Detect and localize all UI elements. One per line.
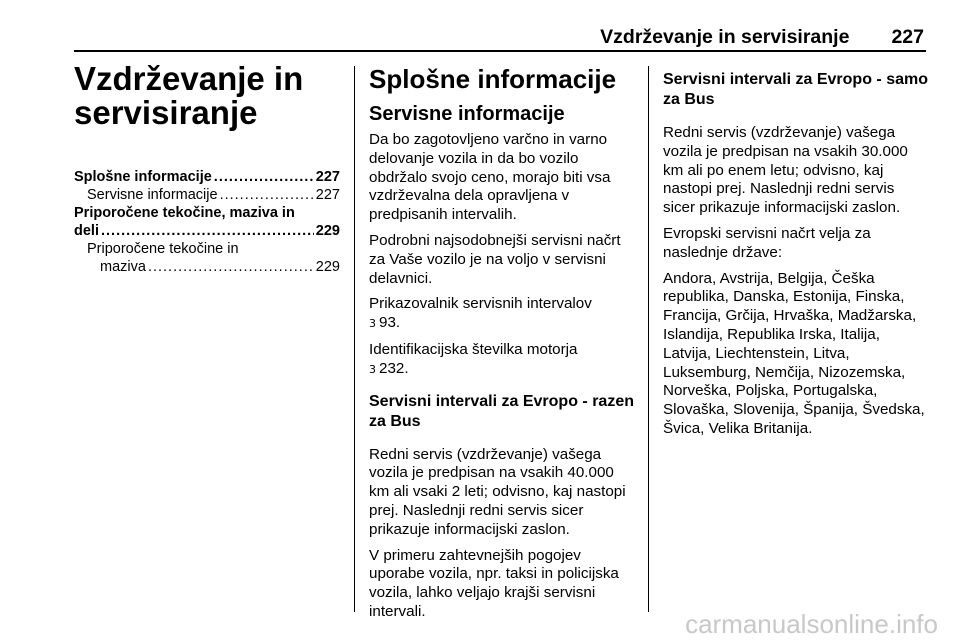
subsection-title: Servisne informacije [369,103,565,125]
subsection-title-europe-bus: Servisni intervali za Evropo - samo za Bus [663,71,928,108]
toc-label-line2: deli [74,223,99,239]
reference-text: Prikazovalnik servisnih intervalov [369,295,592,313]
running-header [600,26,924,49]
paragraph: V primeru zahtevnejših pogojev uporabe vozila, npr. taksi in policijska vozila, lahko veljajo krajši servisni intervali. [369,546,619,620]
column-1 [74,56,340,276]
toc-entry-fluids-lubricants[interactable] [74,240,340,276]
toc-label-line1: Priporočene tekočine in [87,241,239,257]
toc-entry-fluids-parts[interactable] [74,204,340,240]
paragraph: Evropski servisni načrt velja za naslednje države: [663,224,871,261]
chapter-title [74,62,340,130]
reference-text: Identifikacijska številka motorja [369,340,578,358]
reference-page: 232. [379,359,409,377]
toc-label: Splošne informacije [74,169,212,185]
section-title: Splošne informacije [369,64,617,94]
toc-page: 227 [315,169,340,185]
chapter-title-line1: Vzdrževanje in [74,60,304,97]
page-reference-icon: 3 [369,362,376,376]
toc-entry-service-info[interactable] [74,186,340,204]
paragraph: Redni servis (vzdrževanje) vašega vozila je predpisan na vsakih 40.000 km ali vsaki 2 leti; odvisno, kaj nastopi prej. Naslednji redni servis sicer prikazuje informacijski zaslon. [369,445,626,538]
toc-page: 229 [315,259,340,275]
table-of-contents [74,168,340,276]
toc-label-line2: maziva [100,259,146,275]
column-2 [369,56,635,629]
header-title: Vzdrževanje in servisiranje [600,26,850,48]
toc-leader-dots [148,258,314,276]
chapter-title-line2: servisiranje [74,94,258,131]
cross-reference-engine-number[interactable] [369,341,635,380]
toc-leader-dots [220,186,314,204]
toc-label: Servisne informacije [87,187,218,203]
column-divider-1 [354,66,355,612]
page-reference-icon: 3 [369,317,376,331]
toc-leader-dots [214,168,314,186]
page-number: 227 [891,26,924,48]
subsection-title-europe-except-bus: Servisni intervali za Evropo - razen za Bus [369,392,634,430]
column-3 [663,56,929,446]
paragraph: Podrobni najsodobnejši servisni načrt za Vaše vozilo je na voljo v servisni delavnici. [369,231,621,287]
watermark: carmanualsonline.info [685,609,938,639]
paragraph: Redni servis (vzdrževanje) vašega vozila je predpisan na vsakih 30.000 km ali po enem letu; odvisno, kaj nastopi prej. Naslednji redni servis sicer prikazuje informacijski zaslon. [663,124,908,217]
toc-label-line1: Priporočene tekočine, maziva in [74,205,295,221]
toc-page: 229 [315,223,340,239]
toc-page: 227 [315,187,340,203]
paragraph: Da bo zagotovljeno varčno in varno delovanje vozila in da bo vozilo obdržalo svojo ceno, morajo biti vsa vzdrževalna dela opravljena v predpisanih intervalih. [369,131,611,224]
toc-leader-dots [101,222,314,240]
cross-reference-service-display[interactable] [369,295,635,334]
country-list: Andora, Avstrija, Belgija, Češka republika, Danska, Estonija, Finska, Francija, Grčija, Hrvaška, Madžarska, Islandija, Republika Irska, Italija, Latvija, Liechtenstein, Litva, Luksemburg, Nemčija, Nizozemska, Norveška, Poljska, Portugalska, Slovaška, Slovenija, Španija, Švedska, Švica, Velika Britanija. [663,269,925,437]
column-divider-2 [648,66,649,612]
toc-entry-general-info[interactable] [74,168,340,186]
reference-page: 93. [379,314,401,332]
header-rule [74,50,926,52]
